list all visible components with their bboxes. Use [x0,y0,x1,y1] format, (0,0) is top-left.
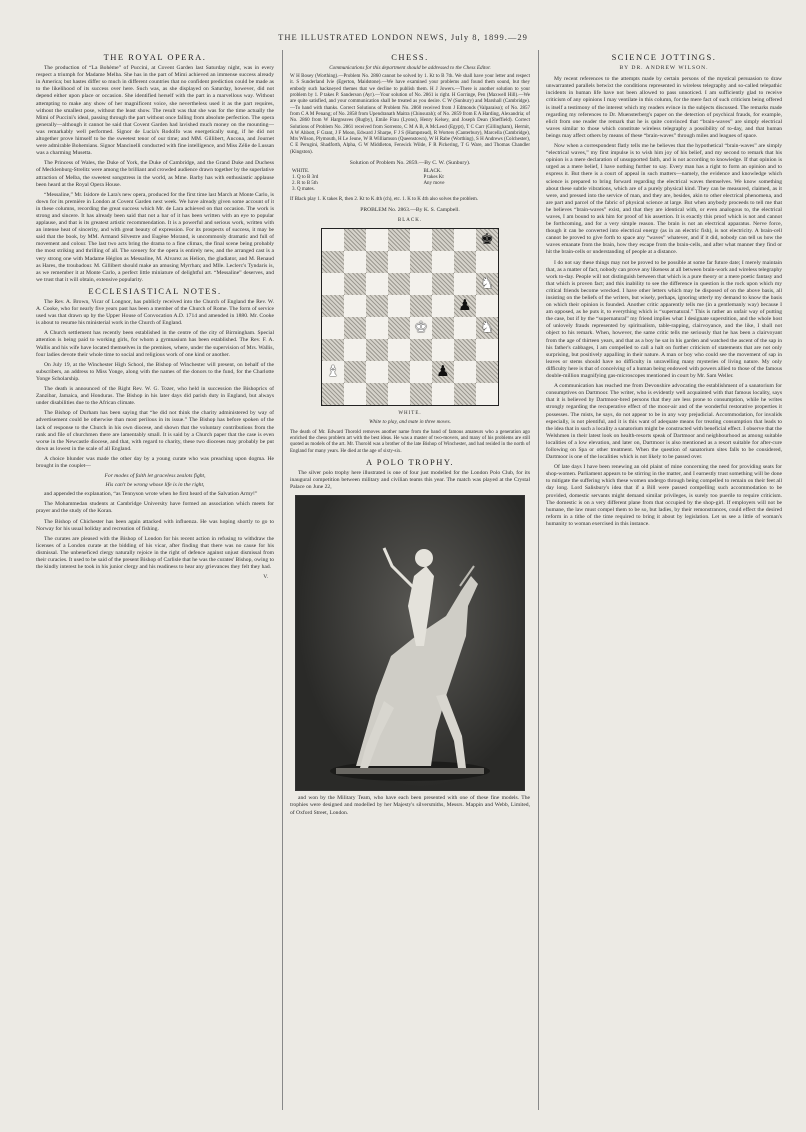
polo-paragraph: and won by the Military Team, who have each been presented with one of these fine models. The trophies were designed and modelled by her Majesty's silversmiths, Messrs. Mappin and Webb, Limited, of Oxford Street, London. [290,795,530,816]
solution-move [421,187,530,193]
solution-move: 2. R to B 5th [292,181,318,187]
board-square [344,339,366,361]
board-square [410,273,432,295]
board-square [410,361,432,383]
board-square [410,229,432,251]
board-square [388,317,410,339]
polo-paragraph: The silver polo trophy here illustrated is one of four just modelled for the London Polo Club, for its inaugural competition between military and civilian teams this year. The match was played at the Crystal Palace on June 22, [290,470,530,491]
board-square [322,317,344,339]
board-square [454,251,476,273]
white-knight-icon: ♞ [480,274,494,293]
signature: V. [263,574,268,581]
board-square [432,383,454,405]
board-square [344,251,366,273]
chess-obituary: The death of Mr. Edward Thorold removes another name from the band of famous amateurs who a generation ago enriched the chess problem art with the best ideas. He was a master of two-movers, and many of his problems are still quoted as models of the art. Mr. Thorold was a brother of the late Bishop of Winchester, and had resided in the north of England for many years. He died at the age of sixty-six. [290,429,530,454]
board-square [454,361,476,383]
ecclesiastical-paragraph: The curates are pleased with the Bishop of London for his recent action in refusing to withdraw the licenses of a London curate at the bidding of his vicar, after finding that there was no cause for his dismissal. The unbeneficed clergy naturally rejoice in the right of defence against unjust dismissal from their curacies. It used to be said of the present Bishop of Carlisle that he was the curates' Bishop, owing to the kindly interest he took in his junior clergy and his readiness to hear any grievances they felt they had. [36,535,274,571]
board-square [476,339,498,361]
ecclesiastical-paragraph: On July 19, at the Winchester High School, the Bishop of Winchester will present, on behalf of the subscribers, an address to Miss Yonge, along with the names of the donors to the fund, for the Charlotte Yonge Scholarship. [36,361,274,382]
board-square [454,339,476,361]
column-rule [282,50,283,1110]
right-column [546,50,782,1120]
solution-move: Any move [423,181,445,187]
chess-subhead: Communications for this department should be addressed to the Chess Editor. [329,65,491,72]
science-paragraph: I do not say these things may not be proved to be possible at some far future date; I merely maintain that, as a matter of fact, nobody can prove any likeness at all between brain-work and wireless telegraphy work to-day. People will not distinguish between that which is a pure theory or a mere poetic fantasy and that which is proven fact; and this inability to see the difference in question is the rock upon which my critical friends become wrecked. I have other letters which may be disposed of on the above basis, all insisting on the beliefs of the writers, but wisely, perhaps, ignoring utterly my demand to know the basis on which their opinion is founded. Another critic apparently tells me (in a gentlemanly way) because I am opposed, as he puts it, to everything which is “supernatural.” This is rather an unfair way of putting the case, but if by the “supernatural” my friend implies what I designate superstition, and the whole host of unlovely frauds represented by spiritualism, table-rapping, clairvoyance, and the like, I shall not object to his remark. When, however, the same critic tells me seriously that he has been a clairvoyant from the age of thirteen years, and that as a boy he sat in his garden and watched the ascent of the sap in his father's cabbages, I am compelled to call a halt on further criticism of statements that are not only surprising, but positively appalling in their nature. A man or boy who could see the movement of sap in leaves or stems should have no difficulty in unravelling many mysteries of living nature. My only difficulty here is that of conceiving of a human being endowed with powers allied to those of the famous double-million magnifying gas-microscopes mentioned in court by Mr. Sam Weller. [546,259,782,380]
middle-column [290,50,530,1120]
board-square [454,383,476,405]
science-paragraph: My recent references to the attempts made by certain persons of the mystical persuasion to draw unwarranted parallels betwixt the conditions represented in wireless telegraphy and so-called telepathic incidents in human life have not been allowed to pass unnoticed. I am sufficiently glad to receive criticism of any opinions I may ventilate in this column, for the mere fact of such criticism being offered is itself a testimony of the interest which my readers evince in the subjects discussed. The remarks made regarding my references to Dr. Muensterberg's paper on the detection of psychical frauds, for example, elicit from one reader the remark that he is quite convinced that “brain-waves” are simply electrical waves similar to those which constitute wireless telegraphy a possibility of to-day, and that human beings may affect others by means of these “brain-waves” through miles and leagues of space. [546,76,782,139]
board-square [366,273,388,295]
board-square [366,317,388,339]
opera-title: THE ROYAL OPERA. [103,52,207,62]
board-square [454,317,476,339]
board-square [344,383,366,405]
board-square [410,295,432,317]
board-square [476,229,498,251]
chess-board [321,228,499,406]
board-square [322,229,344,251]
left-column [36,50,274,1120]
board-square [344,361,366,383]
board-square [432,317,454,339]
board-square [366,229,388,251]
solution-move: 3. Q mates. [292,187,315,193]
chess-correspondence: W H Bosey (Worthing).—Problem No. 2860 cannot be solved by 1. Kt to B 7th. We shall have your letter and respect it. S Sunderland Ivie (Egerton, Maidstone).—We have examined your problems and found them sound, but they embody such hackneyed themes that we decline to publish them. H J Jowers.—There is another solution to your problem by 1. P takes P. Sanderson (Ayr).—Your solution of No. 2861 is right. H Gorringe, Pen (Maxwell Hill).—We are quite satisfied, and your communication shall be treated as you desire. C W (Sunbury) and Marshall (Cambridge).—To hand with thanks. Correct Solutions of Problem No. 2860 received from J Edmonds (Valparaiso); of No. 2857 from C A M Penang; of No. 2858 from Upendranath Maitra (Chinsurah); of No. 2859 from E A Harding, Alexandria; of No. 2860 from W Hargreaves (Rugby), Emile Frau (Lyons), Henry Kelsey, and Joseph Dean (Sheffield). Correct Solutions of Problem No. 2861 received from Sorrento, C M A B, A McLeod (Egypt), T C Carr (Gillingham), Hermit, A W Ahbott, F Grant, J F Moon, Edward J Sharpe, F J S (Hampstead), R Worters (Canterbury), Marcella (Cambridge), Mrs Wilson, Plymouth, H Le Jeune, W R Williamson (Queenstown), W H Rabe (Worthing), S H Andrews (Colchester), C E Perugini, Shadforth, Alpha, G W Middleton, Fenwick Wilde, F R Pickering, T G Ware, and Thomas Chandler (Kingston). [290,74,530,155]
black-pawn-icon: ♟ [458,296,472,315]
board-square [432,273,454,295]
board-square [410,383,432,405]
ecclesiastical-title: ECCLESIASTICAL NOTES. [88,285,222,296]
board-square [388,251,410,273]
board-square [476,251,498,273]
solution-move: 1. Q to B 3rd [292,175,319,181]
board-square [366,339,388,361]
board-square [344,317,366,339]
board-square [366,251,388,273]
board-square [410,339,432,361]
board-wrap [290,226,530,408]
board-square [476,383,498,405]
quote-line: His can't be wrong whose life is in the right, [105,482,205,489]
board-square [388,339,410,361]
board-square [322,361,344,383]
solution-table [290,169,530,193]
board-square [366,361,388,383]
opera-paragraph: The Princess of Wales, the Duke of York, the Duke of Cambridge, and the Grand Duke and Duchess of Mecklenburg-Strelitz were among the brilliant and crowded audience drawn together by the superlative attraction of Melba, the sweetest songstress in the world, as Mme. Barby has with enthusiastic applause been heard at the Royal Opera House. [36,160,274,188]
ecclesiastical-paragraph: A Church settlement has recently been established in the centre of the city of Birmingham. Special attention is being paid to working girls, for whom a gymnasium has been established. The Rev. F. A. Wallis and his wife have located themselves in the premises, where, under the supervision of Mrs. Wallis, four ladies devote their whole time to social and religious work of one kind or another. [36,330,274,358]
white-bishop-icon: ♝ [326,362,340,381]
science-title: SCIENCE JOTTINGS. [611,52,717,62]
board-square [366,295,388,317]
board-square [388,229,410,251]
board-square [476,317,498,339]
board-square [344,273,366,295]
board-square [322,339,344,361]
solution-row [290,187,530,193]
board-square [432,361,454,383]
running-head: THE ILLUSTRATED LONDON NEWS, July 8, 1899.—29 [278,32,528,42]
white-label: WHITE. [398,410,422,416]
board-square [432,295,454,317]
polo-trophy-image [295,495,525,791]
board-square [322,273,344,295]
problem-title: PROBLEM No. 2863.—By K. S. Campbell. [360,207,460,214]
board-square [454,295,476,317]
ecclesiastical-paragraph: The Mohammedan students at Cambridge University have formed an association which meets for prayer and the study of the Koran. [36,501,274,515]
board-square [454,229,476,251]
board-square [388,383,410,405]
solution-col-header: WHITE. [292,169,310,175]
opera-paragraph: The production of “La Bohème” of Puccini, at Covent Garden last Saturday night, was in every respect a triumph for Madame Melba. She has in the part of Mimi achieved an immense success already in America; but hastes differ so much in different countries that no confident prediction could be made as to the likelihood of its success over here. Such was, as she displayed on Saturday, however, did not depend either upon place or occasion. She identified herself with the part in a marvellous way. Without attempting to make any show of her magnificent voice, she nevertheless used it as the part requires, without the smallest pose, without the least show. The result was that she was for the time actually the Mimi of Puccini's ideal, passing through the part without once falling from absolute perfection. The opera generally—although it cannot be said that Covent Garden had lavished much money on the mounting—was remarkably well performed. Signor de Lucia's Rodolfo was energetically sung, if he did not altogether prove himself to be the sweetest tenor of our time; and MM. Gillibert, Ancona, and Journet were admirable Bohemians. Signor Mancinelli conducted with fine intelligence, and Miss Zélie de Lussan was a charming Musetta. [36,65,274,157]
polo-title: A POLO TROPHY. [366,457,454,467]
problem-caption: White to play, and mate in three moves. [369,418,451,425]
white-knight-icon: ♞ [480,318,494,337]
board-square [432,229,454,251]
board-square [432,251,454,273]
science-paragraph: Now when a correspondent flatly tells me he believes that the hypothetical “brain-waves” are simply “electrical waves,” my first impulse is to wish him joy of his belief, and my second to remark that his opinion is a mere declaration of unsupported faith, and is not according to knowledge. If that opinion is urged as a mere belief, I have nothing further to say. Every man has a right to form an opinion and to express it. But there is a court of appeal in such matters—namely, the evidence and knowledge which science is prepared to bring forward regarding the electrical waves themselves. We know something about these subtle vibrations, which are of a purely physical kind. They can be measured, claimed, as it were, and pressed into the service of man, and they are, besides, akin to other electrical phenomena, and are part and parcel of the fabric of physical science at large. But when anybody proceeds to tell me that he believes “brain-waves” exist, and that they are identical with, or even analogous to, the electrical waves, I am bound to ask him for proof of his assertion. It is exactly this proof which is not and cannot be forthcoming, and for a very simple reason. The brain is not an electrical apparatus. Nerve force, though it can be converted into electrical energy (as in an electric fish), is not electricity. A brain-cell cannot be proved to give forth to space any “waves” whatever, and if it did, nobody can tell us how the waves emanate from the brain, how they escape from the brain-cells, and after what manner they find or hit the brain-cells or understanding of people at a distance. [546,143,782,256]
board-square [322,295,344,317]
board-square [388,361,410,383]
science-paragraph: Of late days I have been renewing an old plaint of mine concerning the need for providing seats for shop-women. Parliament appears to be stirring in the matter, and I earnestly trust something will be done to mitigate the suffering which these women undergo through being compelled to remain on their feet all day long. Lord Salisbury's idea that if a Bill were passed compelling such accommodation to be provided, domestic servants might demand similar privileges, is surely too puerile to require criticism. The domestic is on a very different plane from that occupied by the shop-girl. If employers will not be humane, the law must compel them to be so, but ladies, by their remonstrances, could effect the desired reform in a tithe of the time required to bring it about by legislation. Let us see a little of woman's humanity to woman exercised in this instance. [546,464,782,527]
board-square [322,383,344,405]
opera-paragraph: “Messaline,” Mr. Isidore de Lara's new opera, produced for the first time last March at Monte Carlo, is down for its première in London at Covent Garden next week. We have already given some account of it in these columns, recording the great success which Mr. de Lara achieved on that occasion. The work is strong and sincere. It has already been said that not a bar of it has been written with an eye to popular applause, and that is its greatest artistic recommendation. It is a powerful and serious work, written with an intense heat of sincerity, and with great beauty of expression. For its prospects of success, it may be said that the book, by MM. Armand Silvestre and Eugène Morand, is uncommonly dramatic and full of movement and colour. The last two acts bring the drama to a fine climax, the final scene being probably the most striking and thrilling of all. The scenery for the opera is entirely new, and the arranged cast is a very strong one with Madame Héglon as Messaline, M. Alvarez as Helion, the gladiator, and M. Renaud as Hares, the troubadour. M. Gillibert should make an amusing Myrrhan; and Mlle. Leclerc's Tyndaris is, as we remember it at Monte Carlo, a perfect little miniature of delightful art. “Messaline” deserves, and we trust that it will obtain, extensive popularity. [36,191,274,283]
board-square [410,317,432,339]
board-square [476,273,498,295]
science-paragraph: A communication has reached me from Devonshire advocating the establishment of a sanatorium for consumptives on Dartmoor. The writer, who is evidently well acquainted with that famous locality, says that it is believed by Dartmoor-bred persons that they are less prone to consumption, while he writes strongly regarding the recuperative effect of the moor-air and of the wonderful restorative properties it possesses. The mists, he says, do not appear to be in any way prejudicial. Accommodation, for invalids especially, is not plentiful, and it is this want of adequate means for treating consumption that leads to the idea that in such a locality a sanatorium might be constructed with beneficial effect. I observe that the Welshmen in their latest look on health-resorts speak of Dartmoor and neighbourhood as among suitable localities of a low elevation, and later on, Dartmoor is also mentioned as a resort suitable for after-cure following on Spa or other treatment. When the question of sanatorium sites falls to be considered, Dartmoor is one of the localities which is not likely to be passed over. [546,383,782,461]
chess-title: CHESS. [391,52,429,62]
ecclesiastical-paragraph: The Rev. A. Brown, Vicar of Longnor, has publicly received into the Church of England the Rev. W. A. Cooke, who for nearly five years past has been a member of the Church of Rome. The form of service used was that drawn up by the Upper House of Convocation A.D. 1714 and amended in 1880. Mr. Cooke is about to resume his ministerial work in the Church of England. [36,299,274,327]
board-square [476,295,498,317]
ecclesiastical-paragraph: The Bishop of Chichester has been again attacked with influenza. He was hoping shortly to go to Norway for his usual holiday and recreation of fishing. [36,518,274,532]
black-label: BLACK. [397,217,423,223]
white-king-icon: ♚ [414,318,428,337]
column-rule [538,50,539,1110]
board-square [366,383,388,405]
ecclesiastical-paragraph: A choice blunder was made the other day by a young curate who was preaching upon dogma. He brought in the couplet— [36,455,274,469]
solution-move: P takes Kt [423,175,444,181]
board-square [344,229,366,251]
board-square [410,251,432,273]
board-square [454,273,476,295]
solution-note: If Black play 1. K takes R, then 2. Kt to K 4th (ch), etc. 1. K to K 4th also solves the problem. [290,197,479,203]
solution-col-header: BLACK. [423,169,442,175]
science-byline: BY DR. ANDREW WILSON. [619,65,709,72]
quote-line: For modes of faith let graceless zealots fight, [104,473,206,480]
polo-trophy-illustration [296,496,524,790]
black-pawn-icon: ♟ [436,362,450,381]
ecclesiastical-paragraph: The Bishop of Durham has been saying that “he did not think the charity administered by way of advertisement could be otherwise than most perilous in its issue.” The Bishop has before spoken of the lack of response to the Church in his own diocese, and shown that the voluntary contributions from the rank and file of churchmen there are lamentably small. It is said by a Church paper that the case is even worse in the Newcastle diocese, and that, with regard to charity, these two dioceses may probably be put down as lowest in the scale of all England. [36,410,274,452]
ecclesiastical-paragraph: and appended the explanation, “as Tennyson wrote when he first heard of the Salvation Army!” [44,491,258,498]
board-square [388,273,410,295]
board-square [476,361,498,383]
board-square [344,295,366,317]
board-square [322,251,344,273]
board-square [388,295,410,317]
solution-title: Solution of Problem No. 2859.—By C. W. (Sunbury). [349,160,471,167]
black-king-icon: ♚ [480,230,494,249]
board-square [432,339,454,361]
ecclesiastical-paragraph: The death is announced of the Right Rev. W. G. Tozer, who held in succession the Bishoprics of Zanzibar, Jamaica, and Honduras. The Bishop in his later days did parish duty in England, but always under disabilities due to the African climate. [36,386,274,407]
